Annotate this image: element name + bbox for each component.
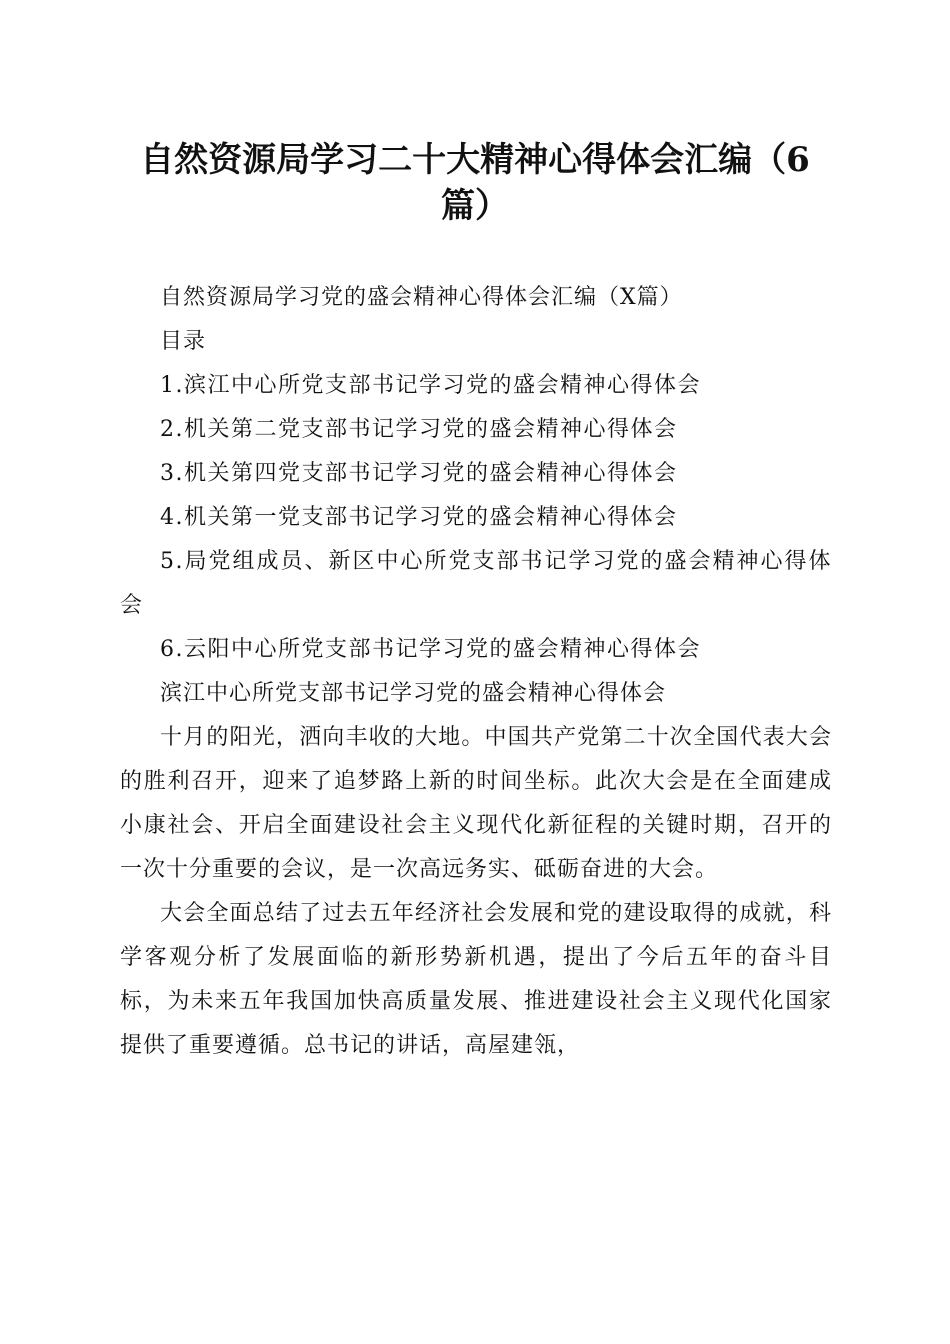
- document-subtitle: 自然资源局学习党的盛会精神心得体会汇编（X篇）: [160, 285, 683, 310]
- toc-item: 4.机关第一党支部书记学习党的盛会精神心得体会: [160, 505, 678, 530]
- body-paragraph: 十月的阳光，洒向丰收的大地。中国共产党第二十次全国代表大会的胜利召开，迎来了追梦路上新的时间坐标。此次大会是在全面建成小康社会、开启全面建设社会主义现代化新征程的关键时期，召开的一次十分重要的会议，是一次高远务实、砥砺奋进的大会。: [120, 725, 832, 882]
- toc-item: 1.滨江中心所党支部书记学习党的盛会精神心得体会: [160, 373, 701, 398]
- document-body: [120, 276, 832, 1068]
- toc-item: 3.机关第四党支部书记学习党的盛会精神心得体会: [160, 461, 678, 486]
- toc-item: 2.机关第二党支部书记学习党的盛会精神心得体会: [160, 417, 678, 442]
- body-paragraph: 大会全面总结了过去五年经济社会发展和党的建设取得的成就，科学客观分析了发展面临的新形势新机遇，提出了今后五年的奋斗目标，为未来五年我国加快高质量发展、推进建设社会主义现代化国家提供了重要遵循。总书记的讲话，高屋建瓴，: [120, 901, 832, 1058]
- toc-item: 6.云阳中心所党支部书记学习党的盛会精神心得体会: [160, 637, 701, 662]
- toc-item: 5.局党组成员、新区中心所党支部书记学习党的盛会精神心得体会: [120, 549, 832, 618]
- toc-heading: 目录: [160, 329, 207, 354]
- section-heading: 滨江中心所党支部书记学习党的盛会精神心得体会: [160, 681, 667, 706]
- document-title: 自然资源局学习二十大精神心得体会汇编（6篇）: [140, 140, 810, 226]
